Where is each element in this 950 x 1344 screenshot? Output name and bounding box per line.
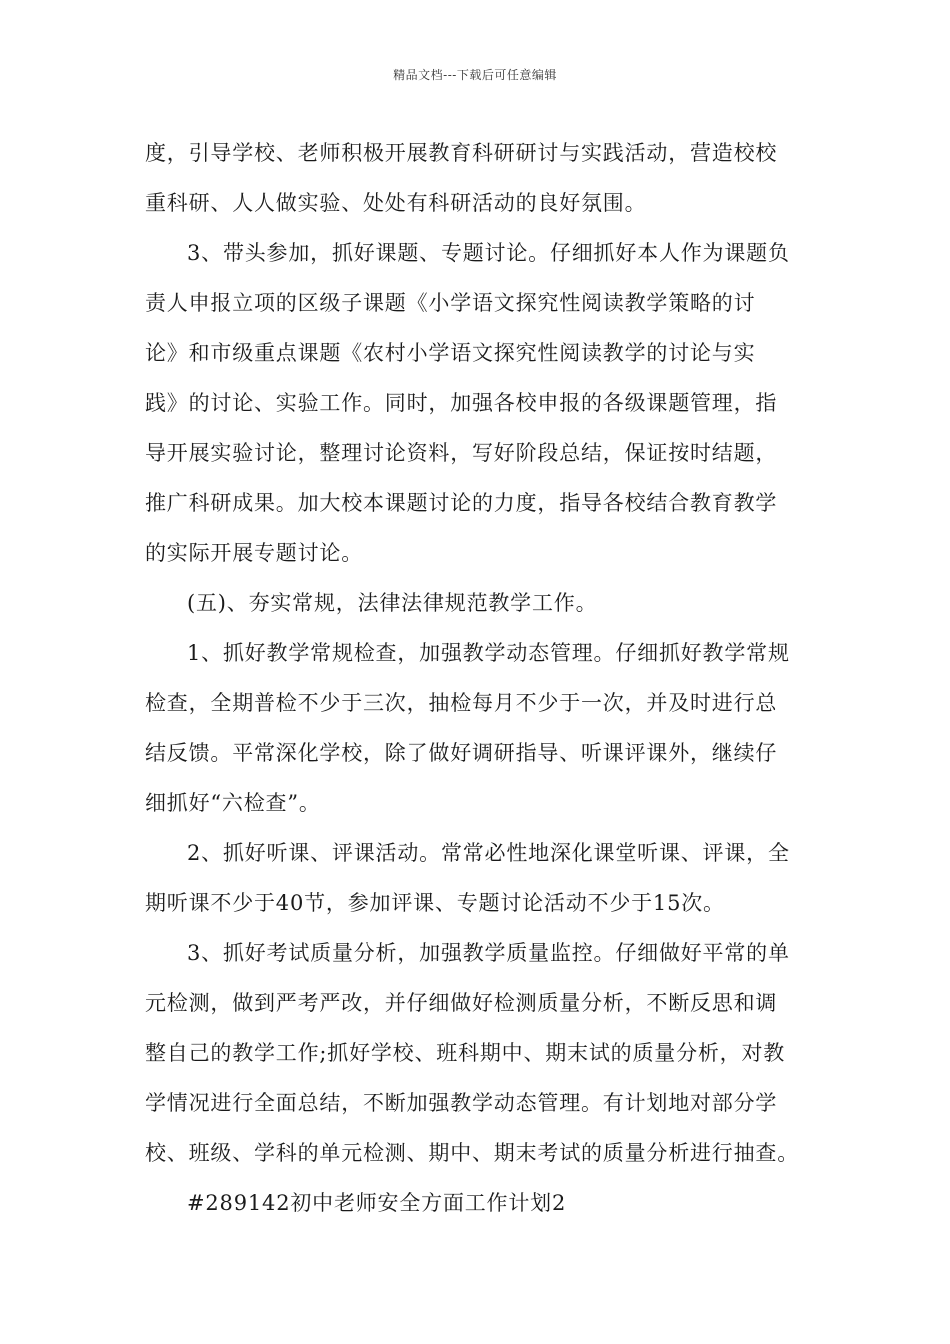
document-title-line: #289142初中老师安全方面工作计划2 (187, 1191, 567, 1215)
page-header: 精品文档---下载后可任意编辑 (393, 68, 557, 82)
text-line: 导开展实验讨论，整理讨论资料，写好阶段总结，保证按时结题， (145, 441, 778, 465)
text-line: 元检测，做到严考严改，并仔细做好检测质量分析，不断反思和调 (145, 991, 778, 1015)
paragraph-start-line: 1、抓好教学常规检查，加强教学动态管理。仔细抓好教学常规 (187, 641, 790, 665)
text-line: 细抓好“六检查”。 (145, 791, 321, 815)
text-line: 责人申报立项的区级子课题《小学语文探究性阅读教学策略的讨 (145, 291, 756, 315)
text-line: 重科研、人人做实验、处处有科研活动的良好氛围。 (145, 191, 647, 215)
document-body (145, 128, 807, 1228)
paragraph-start-line: 3、带头参加，抓好课题、专题讨论。仔细抓好本人作为课题负 (187, 241, 790, 265)
text-line: 的实际开展专题讨论。 (145, 541, 363, 565)
text-line: 推广科研成果。加大校本课题讨论的力度，指导各校结合教育教学 (145, 491, 778, 515)
text-line: 度，引导学校、老师积极开展教育科研研讨与实践活动，营造校校 (145, 141, 778, 165)
paragraph-start-line: 3、抓好考试质量分析，加强教学质量监控。仔细做好平常的单 (187, 941, 790, 965)
section-heading: (五)、夯实常规，法律法律规范教学工作。 (187, 591, 598, 615)
paragraph-start-line: 2、抓好听课、评课活动。常常必性地深化课堂听课、评课，全 (187, 841, 790, 865)
text-line: 践》的讨论、实验工作。同时，加强各校申报的各级课题管理，指 (145, 391, 778, 415)
text-line: 结反馈。平常深化学校，除了做好调研指导、听课评课外，继续仔 (145, 741, 778, 765)
text-line: 期听课不少于40节，参加评课、专题讨论活动不少于15次。 (145, 891, 725, 915)
text-line: 校、班级、学科的单元检测、期中、期末考试的质量分析进行抽查。 (145, 1141, 799, 1165)
text-line: 检查，全期普检不少于三次，抽检每月不少于一次，并及时进行总 (145, 691, 778, 715)
text-line: 学情况进行全面总结，不断加强教学动态管理。有计划地对部分学 (145, 1091, 778, 1115)
text-line: 整自己的教学工作;抓好学校、班科期中、期末试的质量分析，对教 (145, 1041, 786, 1065)
text-line: 论》和市级重点课题《农村小学语文探究性阅读教学的讨论与实 (145, 341, 756, 365)
